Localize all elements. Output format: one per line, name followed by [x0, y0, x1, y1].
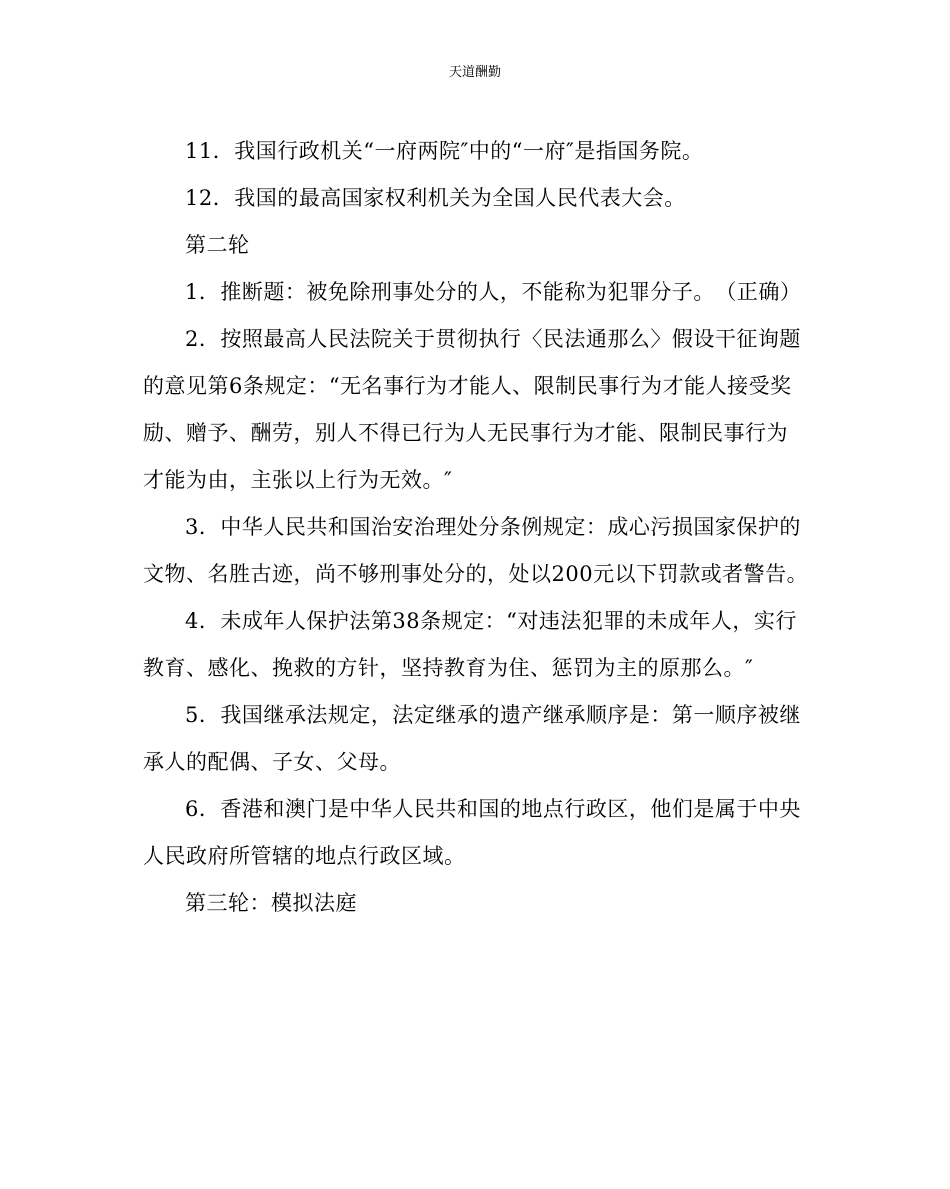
paragraph-item-3: 3．中华人民共和国治安治理处分条例规定：成心污损国家保护的文物、名胜古迹，尚不够刑事处分的，处以200元以下罚款或者警告。 [143, 515, 809, 586]
paragraph-item-1: 1．推断题：被免除刑事处分的人，不能称为犯罪分子。 （正确） [185, 280, 802, 304]
page-header: 天道酬勤 [448, 65, 501, 80]
section-heading-round-3: 第三轮：模拟法庭 [185, 891, 357, 915]
paragraph-item-5: 5．我国继承法规定，法定继承的遗产继承顺序是：第一顺序被继承人的配偶、子女、父母。 [143, 703, 801, 774]
paragraph-item-6: 6．香港和澳门是中华人民共和国的地点行政区，他们是属于中央人民政府所管辖的地点行政区域。 [143, 797, 801, 868]
paragraph-item-4: 4．未成年人保护法第38条规定：“对违法犯罪的未成年人，实行教育、感化、挽救的方针，坚持教育为住、惩罚为主的原那么。″ [143, 609, 797, 680]
section-heading-round-2: 第二轮 [185, 233, 250, 257]
paragraph-item-11: 11．我国行政机关“一府两院″中的“一府″是指国务院。 [185, 139, 704, 163]
document-body [143, 128, 809, 927]
paragraph-item-2: 2．按照最高人民法院关于贯彻执行〈民法通那么〉假设干征询题的意见第6条规定：“无名事行为才能人、限制民事行为才能人接受奖励、赠予、酬劳，别人不得已行为人无民事行为才能、限制民事行为才能为由，主张以上行为无效。″ [143, 327, 801, 492]
paragraph-item-12: 12．我国的最高国家权利机关为全国人民代表大会。 [185, 186, 686, 210]
